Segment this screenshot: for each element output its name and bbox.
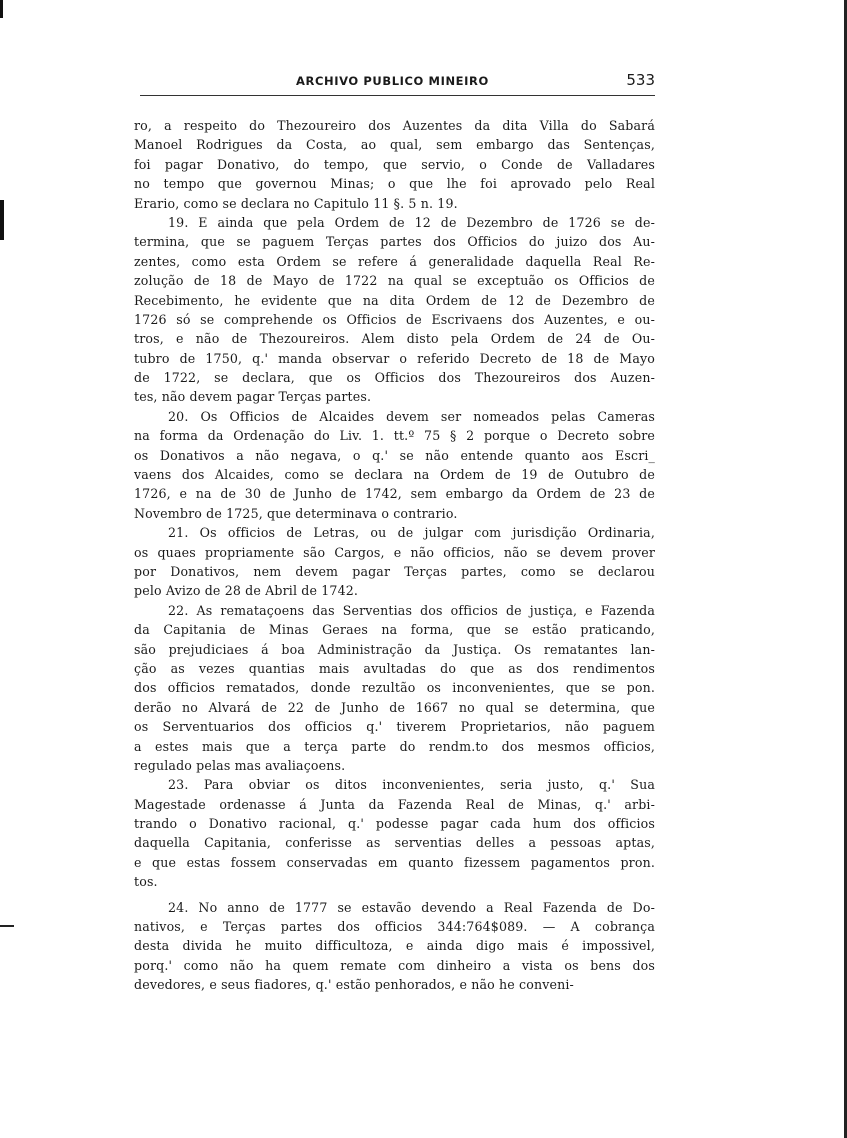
text-line: 24. No anno de 1777 se estavão devendo a Real Fazenda de Do- [168, 899, 655, 915]
text-line: por Donativos, nem devem pagar Terças partes, como se declarou [134, 563, 655, 579]
paragraph [134, 116, 655, 213]
paragraph [134, 407, 655, 523]
text-line: tos. [134, 874, 158, 890]
text-line: porq.' como não ha quem remate com dinheiro a vista os bens dos [134, 957, 655, 973]
text-line: Manoel Rodrigues da Costa, ao qual, sem embargo das Sentenças, [134, 137, 655, 153]
scan-edge-mark [0, 925, 14, 927]
text-line: tros, e não de Thezoureiros. Alem disto pela Ordem de 24 de Ou- [134, 331, 655, 347]
text-line: daquella Capitania, conferisse as serventias delles a pessoas aptas, [134, 835, 655, 851]
paragraph [134, 898, 655, 995]
text-line: ção as vezes quantias mais avultadas do que as dos rendimentos [134, 660, 655, 676]
text-line: ro, a respeito do Thezoureiro dos Auzentes da dita Villa do Sabará [134, 118, 655, 133]
scan-edge-mark [0, 200, 4, 240]
text-line: desta divida he muito difficultoza, e ainda digo mais é impossivel, [134, 938, 655, 954]
text-line: Erario, como se declara no Capitulo 11 §. 5 n. 19. [134, 195, 458, 211]
text-line: os Serventuarios dos officios q.' tiverem Proprietarios, não paguem [134, 719, 655, 735]
text-line: regulado pelas mas avaliaçoens. [134, 757, 346, 773]
running-header [140, 71, 655, 94]
text-line: os quaes propriamente são Cargos, e não officios, não se devem prover [134, 544, 655, 560]
page-number: 533 [626, 71, 655, 89]
text-line: 19. E ainda que pela Ordem de 12 de Dezembro de 1726 se de- [168, 214, 655, 230]
paragraph [134, 601, 655, 776]
text-line: tubro de 1750, q.' manda observar o referido Decreto de 18 de Mayo [134, 350, 655, 366]
body-text [134, 116, 655, 995]
running-header-title: ARCHIVO PUBLICO MINEIRO [296, 74, 489, 88]
text-line: pelo Avizo de 28 de Abril de 1742. [134, 583, 359, 599]
text-line: devedores, e seus fiadores, q.' estão penhorados, e não he conveni- [134, 977, 574, 993]
scan-edge-mark [0, 0, 3, 18]
text-line: a estes mais que a terça parte do rendm.to dos mesmos officios, [134, 738, 655, 754]
text-line: de 1722, se declara, que os Officios dos Thezoureiros dos Auzen- [134, 370, 655, 386]
header-rule [140, 95, 655, 96]
text-line: 22. As remataçoens das Serventias dos officios de justiça, e Fazenda [168, 602, 655, 618]
text-line: tes, não devem pagar Terças partes. [134, 389, 372, 405]
text-line: 23. Para obviar os ditos inconvenientes, seria justo, q.' Sua [168, 777, 655, 793]
text-line: Novembro de 1725, que determinava o contrario. [134, 505, 458, 521]
text-line: foi pagar Donativo, do tempo, que servio, o Conde de Valladares [134, 156, 655, 172]
paragraph [134, 213, 655, 407]
text-line: no tempo que governou Minas; o que lhe foi aprovado pelo Real [134, 176, 655, 192]
text-line: são prejudiciaes á boa Administração da Justiça. Os rematantes lan- [134, 641, 655, 657]
text-line: dos officios rematados, donde rezultão os inconvenientes, que se pon. [134, 680, 655, 696]
text-line: Magestade ordenasse á Junta da Fazenda Real de Minas, q.' arbi- [134, 796, 655, 812]
text-line: nativos, e Terças partes dos officios 344:764$089. — A cobrança [134, 919, 655, 935]
text-line: da Capitania de Minas Geraes na forma, que se estão praticando, [134, 622, 655, 638]
text-line: 21. Os officios de Letras, ou de julgar com jurisdição Ordinaria, [168, 525, 655, 541]
paragraph [134, 775, 655, 891]
text-line: 1726 só se comprehende os Officios de Escrivaens dos Auzentes, e ou- [134, 311, 655, 327]
text-line: trando o Donativo racional, q.' podesse pagar cada hum dos officios [134, 816, 655, 832]
text-line: os Donativos a não negava, o q.' se não entende quanto aos Escri_ [134, 447, 655, 463]
text-line: vaens dos Alcaides, como se declara na Ordem de 19 de Outubro de [134, 467, 655, 483]
text-line: 1726, e na de 30 de Junho de 1742, sem embargo da Ordem de 23 de [134, 486, 655, 502]
text-line: zentes, como esta Ordem se refere á generalidade daquella Real Re- [134, 253, 655, 269]
text-line: 20. Os Officios de Alcaides devem ser nomeados pelas Cameras [168, 408, 655, 424]
text-line: e que estas fossem conservadas em quanto fizessem pagamentos pron. [134, 854, 655, 870]
text-line: derão no Alvará de 22 de Junho de 1667 no qual se determina, que [134, 699, 655, 715]
text-line: Recebimento, he evidente que na dita Ordem de 12 de Dezembro de [134, 292, 655, 308]
text-line: zolução de 18 de Mayo de 1722 na qual se exceptuão os Officios de [134, 273, 655, 289]
paragraph [134, 523, 655, 601]
text-line: termina, que se paguem Terças partes dos Officios do juizo dos Au- [134, 234, 655, 250]
text-line: na forma da Ordenação do Liv. 1. tt.º 75 § 2 porque o Decreto sobre [134, 428, 655, 444]
